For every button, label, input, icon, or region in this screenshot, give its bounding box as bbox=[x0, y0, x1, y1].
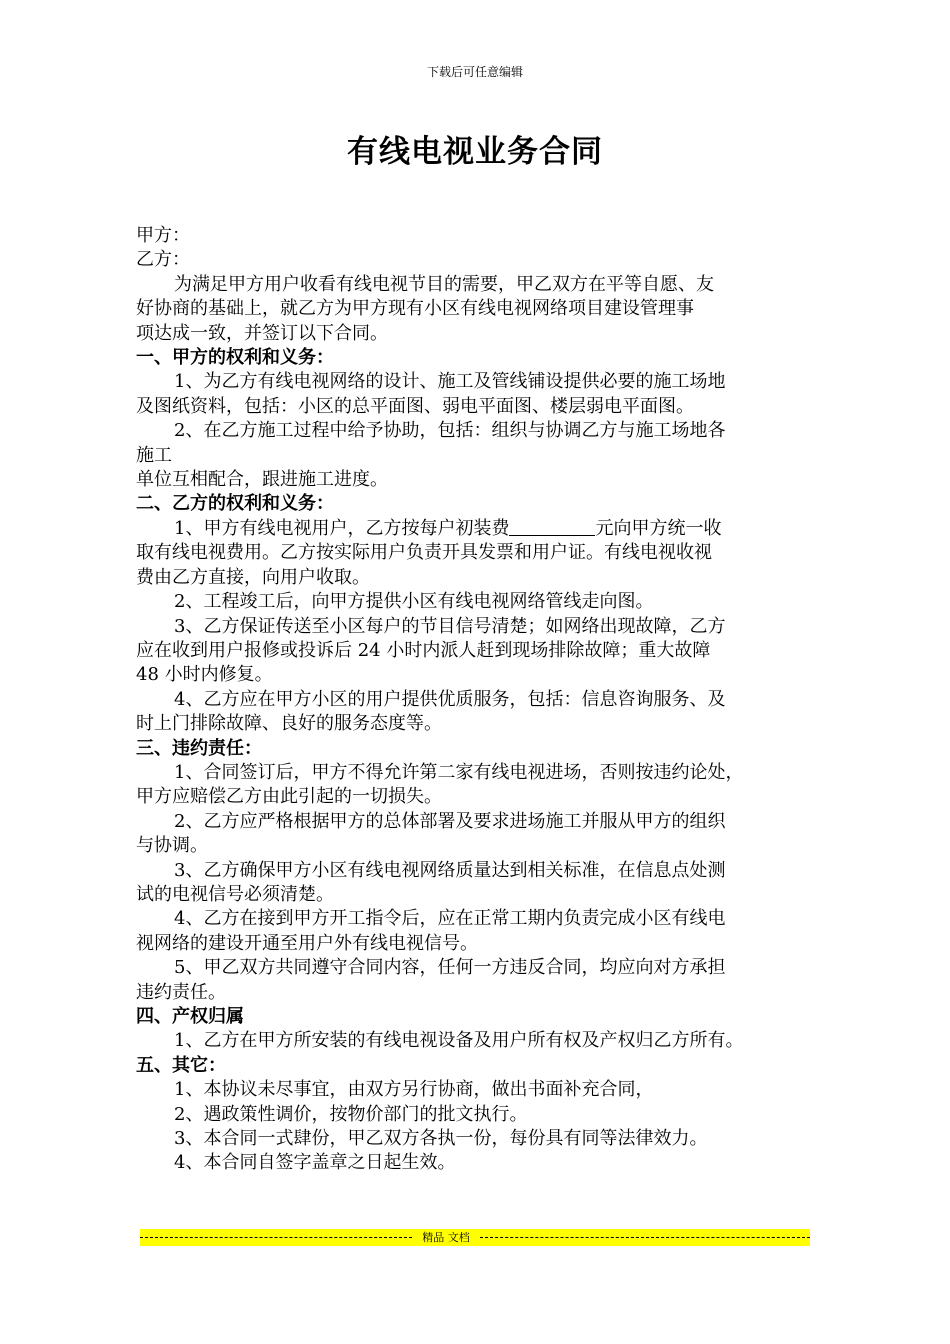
paragraph-line: 甲方应赔偿乙方由此引起的一切损失。 bbox=[136, 786, 442, 808]
paragraph-line: 好协商的基础上，就乙方为甲方现有小区有线电视网络项目建设管理事 bbox=[136, 298, 694, 320]
section-heading: 四、产权归属 bbox=[136, 1006, 244, 1027]
paragraph-line: 取有线电视费用。乙方按实际用户负责开具发票和用户证。有线电视收视 bbox=[136, 542, 712, 564]
paragraph-line: 48 小时内修复。 bbox=[136, 664, 273, 686]
paragraph-line: 2、遇政策性调价，按物价部门的批文执行。 bbox=[174, 1103, 528, 1125]
paragraph-line: 与协调。 bbox=[136, 835, 208, 857]
section-heading: 一、甲方的权利和义务： bbox=[136, 347, 334, 369]
paragraph-line: 施工 bbox=[136, 444, 172, 466]
footer-label: 精品 文档 bbox=[422, 1231, 470, 1244]
footer-banner bbox=[140, 1229, 810, 1246]
section-heading: 二、乙方的权利和义务： bbox=[136, 493, 334, 515]
paragraph-line: 1、为乙方有线电视网络的设计、施工及管线铺设提供必要的施工场地 bbox=[174, 371, 726, 393]
paragraph-line: 4、乙方在接到甲方开工指令后，应在正常工期内负责完成小区有线电 bbox=[174, 908, 726, 930]
paragraph-line: 及图纸资料，包括：小区的总平面图、弱电平面图、楼层弱电平面图。 bbox=[136, 395, 694, 417]
footer-dash-right bbox=[480, 1237, 810, 1238]
paragraph-line: 违约责任。 bbox=[136, 981, 226, 1003]
paragraph-line: 时上门排除故障、良好的服务态度等。 bbox=[136, 713, 442, 735]
paragraph-line: 视网络的建设开通至用户外有线电视信号。 bbox=[136, 932, 478, 954]
paragraph-line: 2、工程竣工后，向甲方提供小区有线电视网络管线走向图。 bbox=[174, 591, 654, 613]
line-text-after: 元向甲方统一收 bbox=[595, 517, 722, 539]
paragraph-line: 3、乙方确保甲方小区有线电视网络质量达到相关标准，在信息点处测 bbox=[174, 859, 726, 881]
paragraph-line bbox=[136, 517, 826, 541]
paragraph-line: 乙方： bbox=[136, 249, 190, 271]
line-text: 1、甲方有线电视用户，乙方按每户初装费 bbox=[174, 517, 510, 539]
paragraph-line: 2、在乙方施工过程中给予协助，包括：组织与协调乙方与施工场地各 bbox=[174, 420, 726, 442]
paragraph-line: 4、乙方应在甲方小区的用户提供优质服务，包括：信息咨询服务、及 bbox=[174, 688, 726, 710]
paragraph-line: 3、乙方保证传送至小区每户的节目信号清楚；如网络出现故障，乙方 bbox=[174, 615, 726, 637]
paragraph-line: 1、乙方在甲方所安装的有线电视设备及用户所有权及产权归乙方所有。 bbox=[174, 1030, 744, 1052]
paragraph-line: 甲方： bbox=[136, 225, 190, 246]
paragraph-line: 5、甲乙双方共同遵守合同内容，任何一方违反合同，均应向对方承担 bbox=[174, 957, 726, 979]
contract-body bbox=[136, 224, 826, 1176]
paragraph-line: 1、本协议未尽事宜，由双方另行协商，做出书面补充合同， bbox=[174, 1079, 654, 1101]
section-heading: 三、违约责任： bbox=[136, 737, 262, 759]
fee-blank-field bbox=[509, 517, 595, 536]
paragraph-line: 为满足甲方用户收看有线电视节目的需要，甲乙双方在平等自愿、友 bbox=[174, 273, 714, 295]
paragraph-line: 1、合同签订后，甲方不得允许第二家有线电视进场，否则按违约论处， bbox=[174, 761, 744, 783]
paragraph-line: 项达成一致，并签订以下合同。 bbox=[136, 322, 388, 344]
download-note: 下载后可任意编辑 bbox=[426, 65, 523, 79]
section-heading: 五、其它： bbox=[136, 1054, 226, 1076]
paragraph-line: 费由乙方直接，向用户收取。 bbox=[136, 566, 370, 588]
paragraph-line: 4、本合同自签字盖章之日起生效。 bbox=[174, 1152, 456, 1174]
paragraph-line: 试的电视信号必须清楚。 bbox=[136, 883, 334, 905]
paragraph-line: 应在收到用户报修或投诉后 24 小时内派人赶到现场排除故障；重大故障 bbox=[136, 639, 711, 661]
paragraph-line: 单位互相配合，跟进施工进度。 bbox=[136, 469, 388, 491]
paragraph-line: 3、本合同一式肆份，甲乙双方各执一份，每份具有同等法律效力。 bbox=[174, 1128, 708, 1150]
paragraph-line: 2、乙方应严格根据甲方的总体部署及要求进场施工并服从甲方的组织 bbox=[174, 810, 726, 832]
document-title: 有线电视业务合同 bbox=[347, 134, 603, 170]
footer-dash-left bbox=[140, 1237, 412, 1238]
